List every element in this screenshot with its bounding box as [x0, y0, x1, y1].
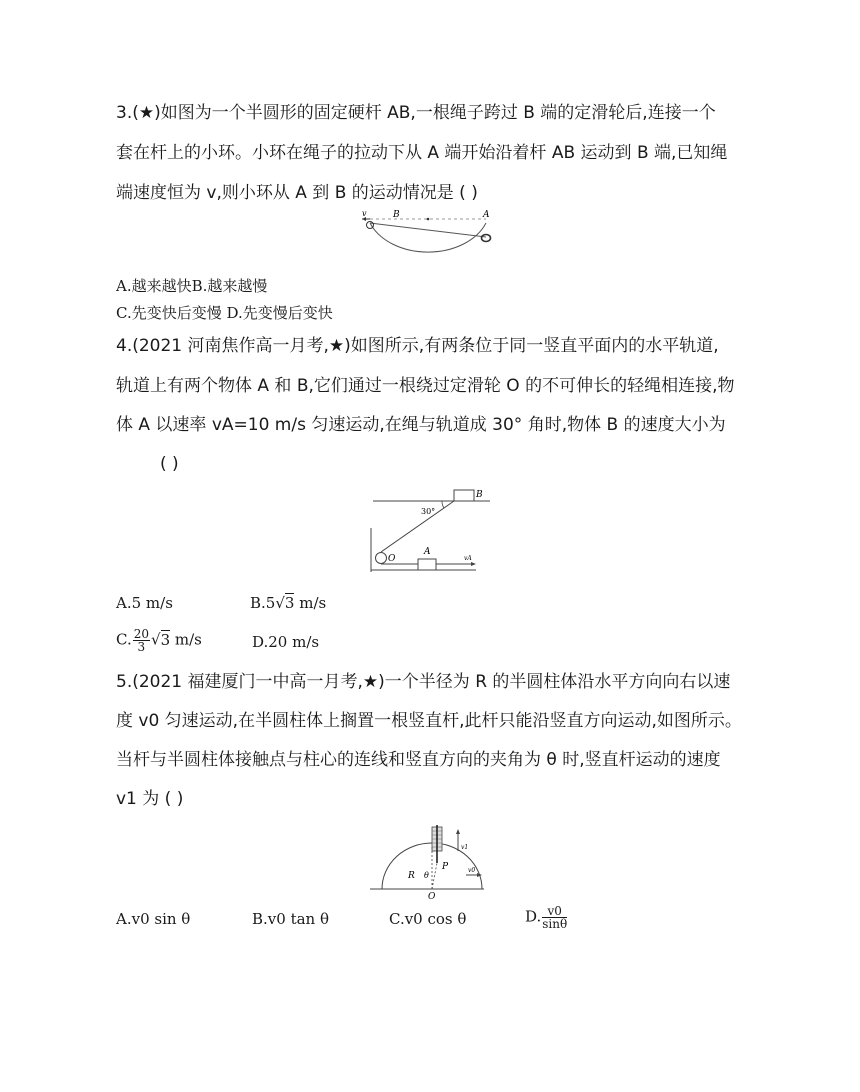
q4-option-c-denominator: 3	[137, 640, 146, 654]
q4-option-b-radicand: 3	[284, 594, 295, 612]
q4-line-2: 轨道上有两个物体 A 和 B,它们通过一根绕过定滑轮 O 的不可伸长的轻绳相连接,物	[116, 376, 735, 396]
q4-fig-a: A	[424, 547, 431, 557]
q4-option-d: D.20 m/s	[252, 633, 320, 651]
q4-option-c	[116, 628, 202, 653]
q5-line-4: v1 为 ( )	[116, 789, 184, 809]
q4-figure	[368, 488, 493, 576]
q4-option-c-unit: m/s	[170, 630, 202, 649]
q4-line-4: ( )	[160, 454, 179, 474]
q3-options-cd: C.先变快后变慢 D.先变慢后变快	[116, 304, 333, 322]
q3-figure	[362, 205, 502, 270]
q5-option-c: C.v0 cos θ	[389, 910, 467, 928]
sqrt-icon: √	[275, 594, 285, 612]
q5-fig-r: R	[408, 871, 415, 881]
q5-fig-theta: θ	[424, 871, 429, 880]
q3-line-2: 套在杆上的小环。小环在绳子的拉动下从 A 端开始沿着杆 AB 运动到 B 端,已知绳	[116, 143, 728, 163]
q4-fig-b: B	[476, 490, 483, 500]
q3-line-1: 3.(★)如图为一个半圆形的固定硬杆 AB,一根绳子跨过 B 端的定滑轮后,连接一个	[116, 103, 716, 123]
q5-figure	[370, 825, 486, 901]
q5-option-d-fraction	[542, 905, 567, 930]
q5-fig-o: O	[428, 892, 436, 901]
q5-line-2: 度 v0 匀速运动,在半圆柱体上搁置一根竖直杆,此杆只能沿竖直方向运动,如图所示。	[116, 711, 742, 731]
q5-fig-p: P	[442, 862, 449, 872]
q5-option-a: A.v0 sin θ	[116, 910, 191, 928]
q4-option-c-numerator: 20	[133, 627, 149, 641]
q5-line-3: 当杆与半圆柱体接触点与柱心的连线和竖直方向的夹角为 θ 时,竖直杆运动的速度	[116, 750, 721, 770]
q3-fig-b: B	[393, 210, 400, 220]
q4-option-b-prefix: B.5	[250, 594, 276, 612]
q3-fig-v: v	[362, 209, 367, 218]
q5-fig-v0: v0	[468, 867, 476, 874]
q4-fig-angle: 30°	[421, 507, 436, 516]
q4-fig-v: vA	[464, 555, 472, 562]
q3-options-ab: A.越来越快B.越来越慢	[116, 277, 268, 295]
q4-fig-o: O	[388, 554, 396, 564]
q4-line-3: 体 A 以速率 vA=10 m/s 匀速运动,在绳与轨道成 30° 角时,物体 B 的速度大小为	[116, 415, 726, 435]
q4-line-1: 4.(2021 河南焦作高一月考,★)如图所示,有两条位于同一竖直平面内的水平轨道,	[116, 336, 719, 356]
q3-line-3: 端速度恒为 v,则小环从 A 到 B 的运动情况是 ( )	[116, 183, 478, 203]
q5-line-1: 5.(2021 福建厦门一中高一月考,★)一个半径为 R 的半圆柱体沿水平方向向右以速	[116, 672, 731, 692]
q4-option-a: A.5 m/s	[116, 594, 173, 612]
q4-option-b-unit: m/s	[294, 594, 327, 612]
q3-fig-a: A	[483, 210, 490, 220]
q5-fig-v1: v1	[461, 844, 469, 851]
q5-option-d-denominator: sinθ	[542, 917, 568, 931]
q5-option-d-numerator: v0	[542, 905, 567, 918]
q5-option-b: B.v0 tan θ	[252, 910, 330, 928]
sqrt-icon: √	[151, 630, 161, 649]
q4-option-c-prefix: C.	[116, 630, 132, 649]
q4-option-c-fraction	[133, 628, 150, 653]
q5-option-d	[525, 905, 568, 930]
q4-option-c-radicand: 3	[160, 630, 171, 649]
q4-option-b	[250, 594, 326, 612]
q5-option-d-prefix: D.	[525, 907, 542, 926]
